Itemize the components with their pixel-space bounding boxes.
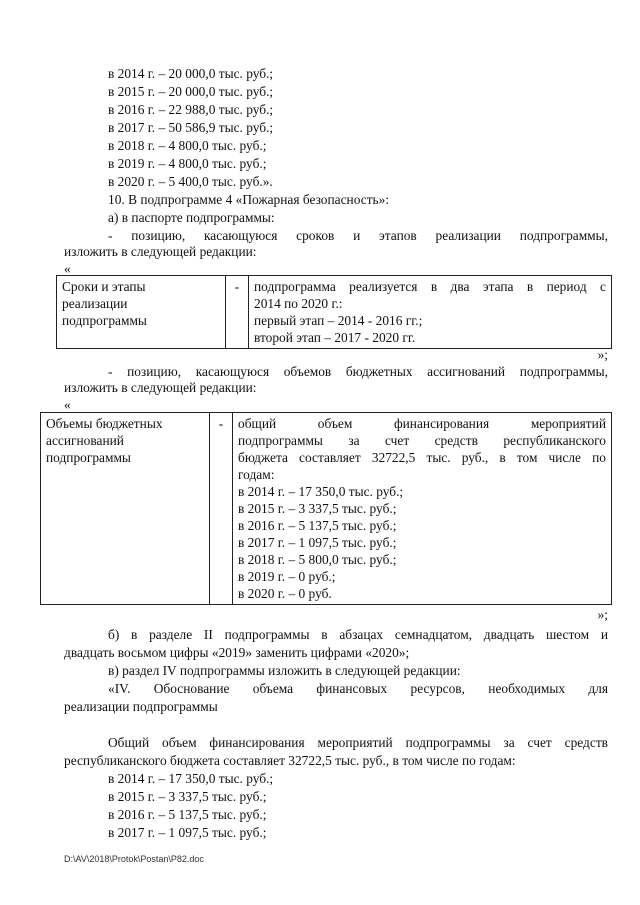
content-line: в 2019 г. – 0 руб.; [238, 569, 336, 584]
deadlines-table [56, 275, 612, 349]
table-label-cell [57, 276, 226, 349]
text-line: в 2018 г. – 4 800,0 тыс. руб.; [108, 138, 267, 153]
section-heading-line: реализации подпрограммы [64, 699, 218, 714]
label-line: ассигнований [46, 433, 124, 448]
content-line: в 2016 г. – 5 137,5 тыс. руб.; [238, 518, 397, 533]
text-line: 10. В подпрограмме 4 «Пожарная безопасность»: [108, 192, 390, 207]
paragraph-line: б) в разделе II подпрограммы в абзацах семнадцатом, двадцать шестом и [108, 627, 608, 642]
text-line: а) в паспорте подпрограммы: [108, 210, 275, 225]
label-line: подпрограммы [46, 450, 131, 465]
content-line: второй этап – 2017 - 2020 гг. [254, 330, 416, 345]
content-line: в 2020 г. – 0 руб. [238, 586, 332, 601]
paragraph-line: - позицию, касающуюся объемов бюджетных ассигнований подпрограммы, [108, 364, 608, 379]
text-line: в 2019 г. – 4 800,0 тыс. руб.; [108, 156, 267, 171]
table-dash-cell: - [226, 276, 249, 349]
content-line: подпрограмма реализуется в два этапа в период с [254, 279, 606, 294]
text-line: в 2016 г. – 22 988,0 тыс. руб.; [108, 102, 274, 117]
content-line: в 2014 г. – 17 350,0 тыс. руб.; [238, 484, 404, 499]
text-line: в 2017 г. – 50 586,9 тыс. руб.; [108, 120, 274, 135]
label-line: реализации [62, 296, 128, 311]
close-quote: »; [597, 347, 608, 362]
paragraph-line: изложить в следующей редакции: [64, 244, 257, 259]
table-label-cell [41, 413, 210, 605]
content-line: в 2018 г. – 5 800,0 тыс. руб.; [238, 552, 397, 567]
label-line: Сроки и этапы [62, 279, 146, 294]
paragraph-line: - позицию, касающуюся сроков и этапов реализации подпрограммы, [108, 228, 608, 243]
content-line: 2014 по 2020 г.: [254, 296, 343, 311]
content-line: годам: [238, 467, 275, 482]
paragraph-line: изложить в следующей редакции: [64, 380, 257, 395]
label-line: подпрограммы [62, 313, 147, 328]
content-line: первый этап – 2014 - 2016 гг.; [254, 313, 423, 328]
table-dash-cell: - [210, 413, 233, 605]
section-heading-line: «IV. Обоснование объема финансовых ресурсов, необходимых для [108, 681, 608, 696]
text-line: в 2020 г. – 5 400,0 тыс. руб.». [108, 174, 273, 189]
content-line: в 2017 г. – 1 097,5 тыс. руб.; [238, 535, 397, 550]
paragraph-line: в) раздел IV подпрограммы изложить в следующей редакции: [108, 663, 461, 678]
table-content-cell [249, 276, 612, 349]
label-line: Объемы бюджетных [46, 416, 163, 431]
close-quote: »; [597, 607, 608, 622]
table-content-cell [233, 413, 612, 605]
content-line: общий объем финансирования мероприятий [238, 416, 606, 431]
content-line: бюджета составляет 32722,5 тыс. руб., в том числе по [238, 450, 606, 465]
paragraph-line: Общий объем финансирования мероприятий подпрограммы за счет средств [108, 735, 608, 750]
text-line: в 2014 г. – 17 350,0 тыс. руб.; [108, 771, 274, 786]
paragraph-line: республиканского бюджета составляет 32722,5 тыс. руб., в том числе по годам: [64, 753, 516, 768]
content-line: в 2015 г. – 3 337,5 тыс. руб.; [238, 501, 397, 516]
text-line: в 2014 г. – 20 000,0 тыс. руб.; [108, 66, 274, 81]
open-quote: « [64, 397, 71, 412]
content-line: подпрограммы за счет средств республиканского [238, 433, 606, 448]
text-line: в 2016 г. – 5 137,5 тыс. руб.; [108, 807, 267, 822]
file-path-footer: D:\AV\2018\Protok\Postan\P82.doc [64, 854, 204, 864]
text-line: в 2015 г. – 3 337,5 тыс. руб.; [108, 789, 267, 804]
budget-table [40, 412, 612, 605]
text-line: в 2017 г. – 1 097,5 тыс. руб.; [108, 825, 267, 840]
open-quote: « [64, 261, 71, 276]
paragraph-line: двадцать восьмом цифры «2019» заменить цифрами «2020»; [64, 645, 410, 660]
text-line: в 2015 г. – 20 000,0 тыс. руб.; [108, 84, 274, 99]
